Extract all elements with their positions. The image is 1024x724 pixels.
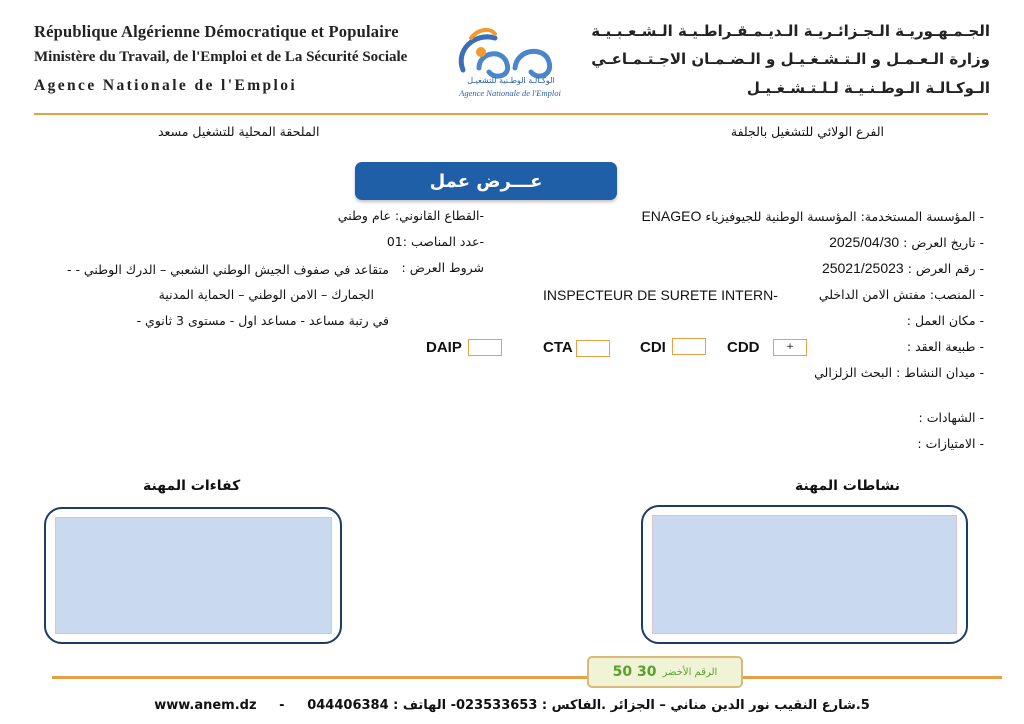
activity-row — [814, 365, 984, 380]
conditions-label: شروط العرض : — [401, 260, 484, 275]
header-fr-line-1: République Algérienne Démocratique et Populaire — [34, 22, 399, 41]
activities-title: نشاطات المهنة — [795, 478, 901, 494]
cta-label: CTA — [543, 339, 573, 356]
offer-number-value: 25021/25023 — [821, 260, 904, 276]
daip-checkbox[interactable] — [468, 339, 502, 356]
workplace-label: - مكان العمل : — [906, 313, 984, 328]
footer-website[interactable]: www.anem.dz — [154, 698, 257, 713]
offer-number-row — [822, 260, 984, 276]
cdi-label: CDI — [640, 339, 666, 356]
activities-frame — [641, 505, 968, 644]
conditions-line-3: في رتبة مساعد - مساعد اول - مستوى 3 ثانوي - — [136, 313, 389, 328]
legal-sector: -القطاع القانوني: عام وطني — [337, 208, 484, 223]
cdd-label: CDD — [727, 339, 760, 356]
header-ar-line-1: الجـمـهـوريـة الـجـزائـريـة الـديـمـقـراطـيـة الـشـعـبـيـة — [591, 22, 990, 40]
green-number-badge — [587, 656, 743, 688]
conditions-line-2: الجمارك – الامن الوطني – الحماية المدنية — [158, 287, 374, 302]
cta-checkbox[interactable] — [576, 340, 610, 357]
offer-date-value: 2025/04/30 — [829, 234, 900, 250]
activities-textbox[interactable] — [652, 515, 957, 634]
position-row — [819, 287, 984, 302]
position-label: - المنصب: — [929, 287, 984, 302]
footer-separator: - — [279, 698, 285, 713]
offer-date-label: - تاريخ العرض : — [903, 235, 984, 250]
offer-date-row — [829, 234, 984, 250]
contract-type-label: - طبيعة العقد : — [906, 339, 984, 354]
employer-latin: ENAGEO — [641, 208, 702, 224]
page-title: عـــرض عمل — [355, 162, 617, 200]
wilaya-branch-label: الفرع الولائي للتشغيل بالجلفة — [730, 124, 884, 139]
employer-label: - المؤسسة المستخدمة: — [860, 209, 984, 224]
footer-line — [0, 698, 1024, 713]
daip-label: DAIP — [426, 339, 462, 356]
cdd-checkbox[interactable]: + — [773, 339, 807, 356]
header-divider — [34, 113, 988, 115]
logo-french-text: Agence Nationale de l'Emploi — [459, 88, 561, 98]
employer-row — [641, 208, 984, 224]
posts-count: -عدد المناصب :01 — [386, 234, 484, 249]
local-annex-label: الملحقة المحلية للتشغيل مسعد — [158, 124, 320, 139]
header-ar-line-2: وزارة الـعـمـل و الـتـشـغـيـل و الـضـمـان الاجـتـمـاعـي — [591, 50, 990, 68]
green-number-value: 30 50 — [612, 664, 657, 680]
offer-number-label: - رقم العرض : — [907, 261, 984, 276]
privileges-label: - الامتيازات : — [917, 436, 984, 451]
header-ar-line-3: الـوكـالـة الـوطـنـيـة لـلـتـشـغـيـل — [746, 79, 990, 97]
footer-address: 5.شارع النقيب نور الدين مناني – الجزائر .الفاكس : 023533653- الهاتف : 044406384 — [307, 698, 870, 713]
skills-frame — [44, 507, 342, 644]
green-number-label: الرقم الأخضر — [662, 666, 718, 678]
position-latin: INSPECTEUR DE SURETE INTERN- — [543, 287, 778, 303]
skills-textbox[interactable] — [55, 517, 332, 634]
footer-divider — [52, 676, 1002, 679]
skills-title: كفاءات المهنة — [143, 478, 241, 494]
header-fr-line-3: Agence Nationale de l'Emploi — [34, 77, 298, 94]
logo-arabic-text: الوكـالـة الوطـنية للتشغيـل — [467, 76, 555, 85]
header-fr-line-2: Ministère du Travail, de l'Emploi et de La Sécurité Sociale — [34, 49, 408, 65]
activity-value: البحث الزلزالي — [814, 365, 893, 380]
conditions-line-1: متقاعد في صفوف الجيش الوطني الشعبي – الدرك الوطني - - — [66, 262, 389, 277]
position-value: مفتش الامن الداخلي — [818, 287, 926, 302]
employer-value: المؤسسة الوطنية للجيوفيزياء — [705, 209, 857, 224]
cdi-checkbox[interactable] — [672, 338, 706, 355]
activity-label: - ميدان النشاط : — [896, 365, 984, 380]
diplomas-label: - الشهادات : — [918, 410, 984, 425]
